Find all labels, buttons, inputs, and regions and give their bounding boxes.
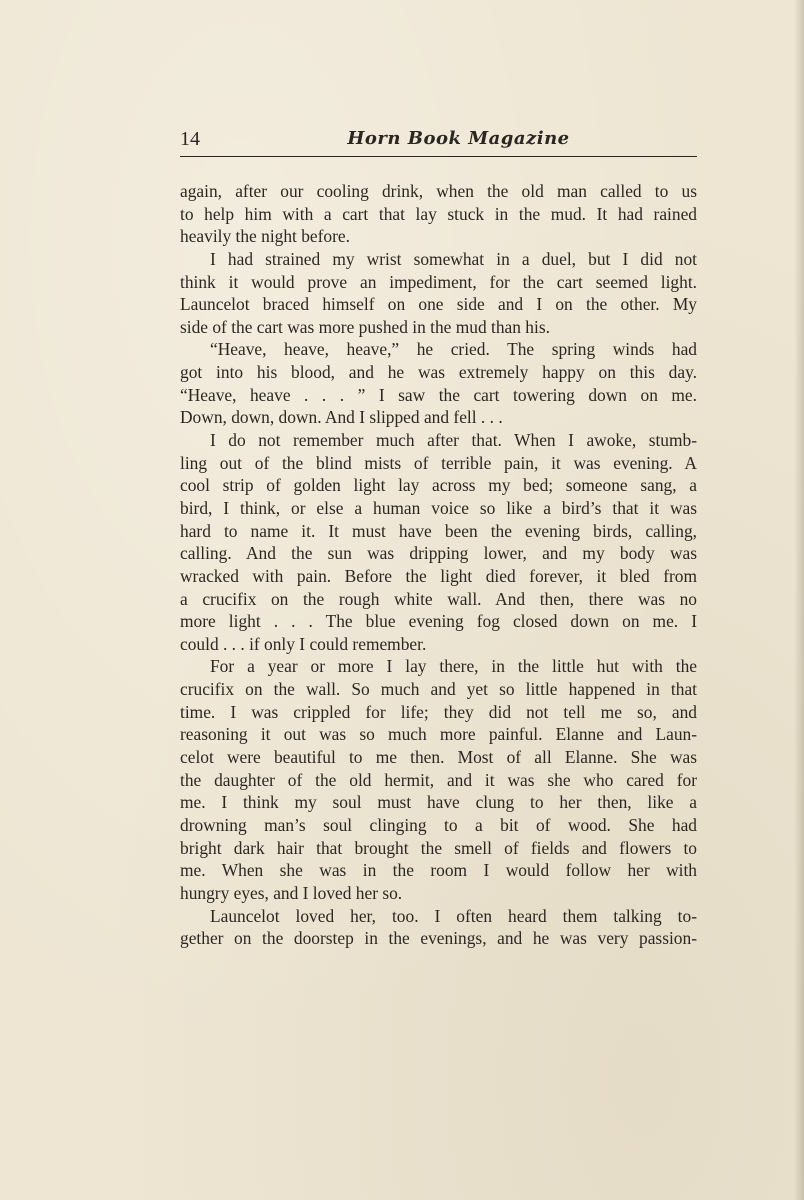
text-line: got into his blood, and he was extremely happy on this day. — [180, 362, 697, 383]
text-line: I had strained my wrist somewhat in a duel, but I did not — [210, 248, 697, 269]
page-header — [180, 126, 697, 157]
text-line: me. When she was in the room I would follow her with — [180, 860, 697, 881]
text-line: more light . . . The blue evening fog closed down on me. I — [180, 611, 697, 632]
text-line: I do not remember much after that. When I awoke, stumb- — [210, 430, 697, 451]
text-line: cool strip of golden light lay across my bed; someone sang, a — [180, 475, 697, 496]
page-number: 14 — [180, 128, 200, 150]
text-line: again, after our cooling drink, when the old man called to us — [180, 181, 697, 201]
running-title: Horn Book Magazine — [347, 128, 570, 149]
text-line: crucifix on the wall. So much and yet so little happened in that — [180, 679, 697, 700]
text-line: side of the cart was more pushed in the mud than his. — [180, 316, 550, 337]
text-line: gether on the doorstep in the evenings, and he was very passion- — [180, 928, 697, 949]
text-line: heavily the night before. — [180, 226, 350, 247]
text-line: time. I was crippled for life; they did not tell me so, and — [180, 701, 697, 722]
text-line: hard to name it. It must have been the evening birds, calling, — [180, 520, 697, 541]
text-line: me. I think my soul must have clung to her then, like a — [180, 792, 697, 813]
text-line: “Heave, heave . . . ” I saw the cart towering down on me. — [180, 384, 697, 405]
text-line: could . . . if only I could remember. — [180, 633, 427, 654]
text-line: think it would prove an impediment, for the cart seemed light. — [180, 271, 697, 292]
text-line: celot were beautiful to me then. Most of all Elanne. She was — [180, 747, 697, 768]
text-line: “Heave, heave, heave,” he cried. The spring winds had — [210, 339, 697, 360]
text-line: bright dark hair that brought the smell of fields and flowers to — [180, 837, 697, 858]
text-line: to help him with a cart that lay stuck in the mud. It had rained — [180, 203, 697, 224]
text-line: a crucifix on the rough white wall. And then, there was no — [180, 588, 697, 609]
text-line: drowning man’s soul clinging to a bit of wood. She had — [180, 814, 697, 835]
body-text — [180, 180, 697, 950]
text-line: bird, I think, or else a human voice so like a bird’s that it was — [180, 497, 697, 518]
text-line: Launcelot loved her, too. I often heard them talking to- — [210, 905, 697, 926]
text-line: wracked with pain. Before the light died forever, it bled from — [180, 565, 697, 586]
page-edge-shadow — [794, 0, 804, 1200]
text-line: calling. And the sun was dripping lower, and my body was — [180, 543, 697, 564]
text-line: Down, down, down. And I slipped and fell . . . — [180, 407, 503, 428]
text-line: hungry eyes, and I loved her so. — [180, 882, 403, 903]
text-line: ling out of the blind mists of terrible pain, it was evening. A — [180, 452, 697, 473]
text-line: reasoning it out was so much more painful. Elanne and Laun- — [180, 724, 697, 745]
text-line: Launcelot braced himself on one side and I on the other. My — [180, 294, 697, 315]
text-line: the daughter of the old hermit, and it was she who cared for — [180, 769, 697, 790]
text-line: For a year or more I lay there, in the little hut with the — [210, 656, 697, 677]
